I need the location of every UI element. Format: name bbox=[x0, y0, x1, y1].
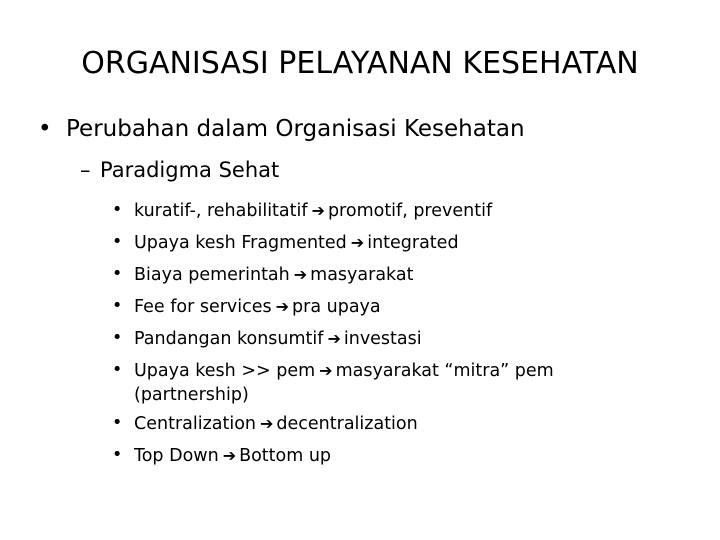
arrow-right-icon: ➔ bbox=[319, 361, 333, 380]
bullet-dot: • bbox=[112, 413, 123, 433]
arrow-right-icon: ➔ bbox=[275, 297, 290, 316]
bullet-dot: • bbox=[38, 116, 52, 142]
item-before: Fee for services bbox=[134, 297, 272, 317]
arrow-right-icon: ➔ bbox=[327, 329, 341, 348]
list-item bbox=[112, 195, 712, 227]
item-after: investasi bbox=[343, 329, 422, 349]
item-after: promotif, preventif bbox=[327, 201, 493, 221]
paradigm-list bbox=[112, 195, 712, 472]
bullet-dot: • bbox=[112, 264, 123, 284]
bullet-level2 bbox=[80, 158, 279, 182]
item-before: Top Down bbox=[134, 446, 219, 466]
item-before: Upaya kesh >> pem bbox=[134, 361, 316, 381]
item-continuation: (partnership) bbox=[134, 385, 249, 405]
bullet-dot: • bbox=[112, 232, 123, 252]
list-item bbox=[112, 291, 712, 323]
bullet-dash: – bbox=[80, 158, 91, 182]
list-item bbox=[112, 440, 712, 472]
list-item bbox=[112, 259, 712, 291]
item-after: pra upaya bbox=[292, 297, 381, 317]
arrow-right-icon: ➔ bbox=[311, 201, 325, 220]
arrow-right-icon: ➔ bbox=[293, 265, 308, 284]
list-item bbox=[112, 227, 712, 259]
item-after: masyarakat “mitra” pem bbox=[335, 361, 554, 381]
item-after: masyarakat bbox=[310, 265, 414, 285]
bullet-level1 bbox=[38, 116, 525, 142]
bullet-dot: • bbox=[112, 328, 123, 348]
arrow-right-icon: ➔ bbox=[222, 446, 237, 465]
bullet-level1-text: Perubahan dalam Organisasi Kesehatan bbox=[66, 116, 525, 142]
item-before: Centralization bbox=[134, 414, 257, 434]
item-before: Upaya kesh Fragmented bbox=[134, 233, 347, 253]
item-before: Pandangan konsumtif bbox=[134, 329, 324, 349]
list-item bbox=[112, 408, 712, 440]
bullet-dot: • bbox=[112, 360, 123, 380]
bullet-dot: • bbox=[112, 200, 123, 220]
item-before: Biaya pemerintah bbox=[134, 265, 290, 285]
arrow-right-icon: ➔ bbox=[260, 414, 274, 433]
list-item bbox=[112, 323, 712, 355]
arrow-right-icon: ➔ bbox=[350, 233, 365, 252]
item-after: Bottom up bbox=[239, 446, 332, 466]
item-before: kuratif-, rehabilitatif bbox=[134, 201, 308, 221]
list-item bbox=[112, 355, 712, 408]
slide-title: ORGANISASI PELAYANAN KESEHATAN bbox=[81, 46, 639, 81]
bullet-level2-text: Paradigma Sehat bbox=[100, 158, 280, 182]
item-after: integrated bbox=[367, 233, 459, 253]
item-after: decentralization bbox=[276, 414, 418, 434]
bullet-dot: • bbox=[112, 296, 123, 316]
bullet-dot: • bbox=[112, 445, 123, 465]
